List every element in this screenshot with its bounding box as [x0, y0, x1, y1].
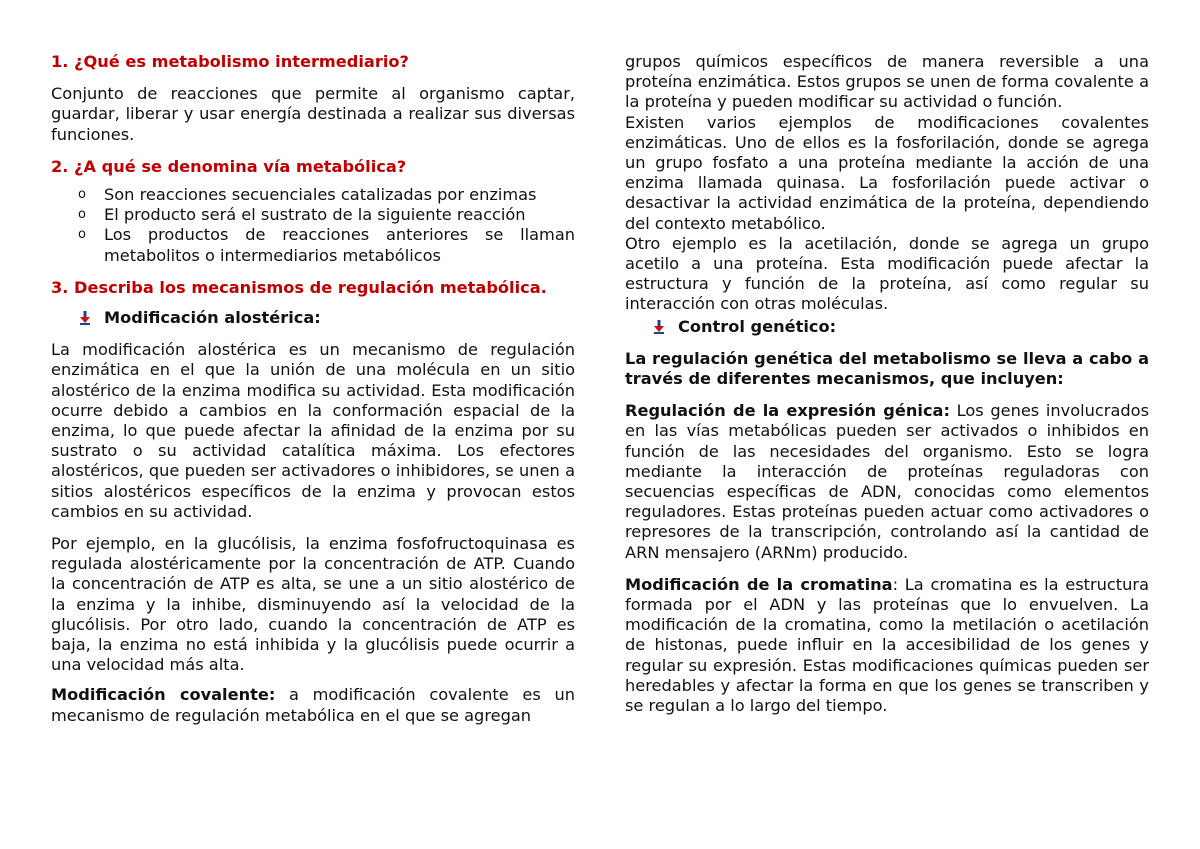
arrow-bullet-icon — [652, 320, 666, 334]
covalent-paragraph-start: Modificación covalente: a modificación covalente es un mecanismo de regulación metabólica en el que se agregan — [51, 685, 576, 725]
allosteric-paragraph-1: La modificación alostérica es un mecanismo de regulación enzimática en el que la unión de una molécula en un sitio alostérico de la enzima modifica su actividad. Esta modificación ocurre debido a cambios en la conformación espacial de la enzima, lo que puede afectar la afinidad de la enzima por su sustrato o su actividad catalítica máxima. Los efectores alostéricos, que pueden ser activadores o inhibidores, se unen a sitios alostéricos específicos de la enzima y provocan estos cambios en su actividad. — [51, 340, 575, 521]
covalent-label: Modificación covalente: — [51, 685, 276, 705]
gene-expression-paragraph: Regulación de la expresión génica: Los genes involucrados en las vías metabólicas pueden ser activados o inhibidos en función de las necesidades del organismo. Esto se logra mediante la interacción de proteínas reguladoras con secuencias específicas de ADN, conocidas como elementos reguladores. Estas proteínas pueden actuar como activadores o represores de la transcripción, controlando así la cantidad de ARN mensajero (ARNm) producido. — [625, 401, 1149, 562]
covalent-example-phosphorylation: Existen varios ejemplos de modificaciones covalentes enzimáticas. Uno de ellos es la fosforilación, donde se agrega un grupo fosfato a una proteína mediante la acción de una enzima llamada quinasa. La fosforilación puede activar o desactivar la actividad enzimática de la proteína, dependiendo del contexto metabólico. — [625, 112, 1149, 233]
allosteric-subheading: Modificación alostérica: — [51, 308, 575, 328]
right-column — [625, 52, 1149, 716]
circle-bullet-icon: o — [78, 187, 86, 203]
circle-bullet-icon: o — [78, 227, 86, 243]
question-1-heading: 1. ¿Qué es metabolismo intermediario? — [51, 52, 409, 71]
allosteric-paragraph-2: Por ejemplo, en la glucólisis, la enzima fosfofructoquinasa es regulada alostéricamente por la concentración de ATP. Cuando la concentración de ATP es alta, se une a un sitio alostérico de la enzima y la inhibe, disminuyendo así la velocidad de la glucólisis. Por otro lado, cuando la concentración de ATP es baja, la enzima no está inhibida y la glucólisis puede ocurrir a una velocidad más alta. — [51, 534, 575, 675]
pathway-bullet-list — [51, 185, 575, 266]
gene-expression-label: Regulación de la expresión génica: — [625, 401, 950, 421]
list-item: o Los productos de reacciones anteriores se llaman metabolitos o intermediarios metabólicos — [78, 225, 575, 265]
covalent-example-acetylation: Otro ejemplo es la acetilación, donde se agrega un grupo acetilo a una proteína. Esta modificación puede afectar la estructura y función de la proteína, así como regular su interacción con otras moléculas. — [625, 233, 1149, 314]
genetic-intro-paragraph: La regulación genética del metabolismo se lleva a cabo a través de diferentes mecanismos, que incluyen: — [625, 348, 1149, 389]
chromatin-label: Modificación de la cromatina — [625, 574, 893, 594]
genetic-control-subheading: Control genético: — [625, 317, 1149, 337]
covalent-paragraph-continued: grupos químicos específicos de manera reversible a una proteína enzimática. Estos grupos se unen de forma covalente a la proteína y pueden modificar su actividad o función. — [625, 52, 1149, 112]
left-column — [51, 52, 575, 726]
answer-1-paragraph: Conjunto de reacciones que permite al organismo captar, guardar, liberar y usar energía destinada a realizar sus diversas funciones. — [51, 84, 575, 144]
arrow-bullet-icon — [78, 311, 92, 325]
list-item: o El producto será el sustrato de la siguiente reacción — [78, 205, 526, 225]
question-3-heading: 3. Describa los mecanismos de regulación metabólica. — [51, 277, 547, 297]
circle-bullet-icon: o — [78, 207, 86, 223]
chromatin-paragraph: Modificación de la cromatina: La cromatina es la estructura formada por el ADN y las proteínas que lo envuelven. La modificación de la cromatina, como la metilación o acetilación de histonas, puede influir en la accesibilidad de los genes y regular su expresión. Estas modificaciones químicas pueden ser heredables y afectar la forma en que los genes se transcriben y se regulan a lo largo del tiempo. — [625, 574, 1149, 716]
question-2-heading: 2. ¿A qué se denomina vía metabólica? — [51, 156, 407, 176]
list-item: o Son reacciones secuenciales catalizadas por enzimas — [78, 185, 537, 205]
